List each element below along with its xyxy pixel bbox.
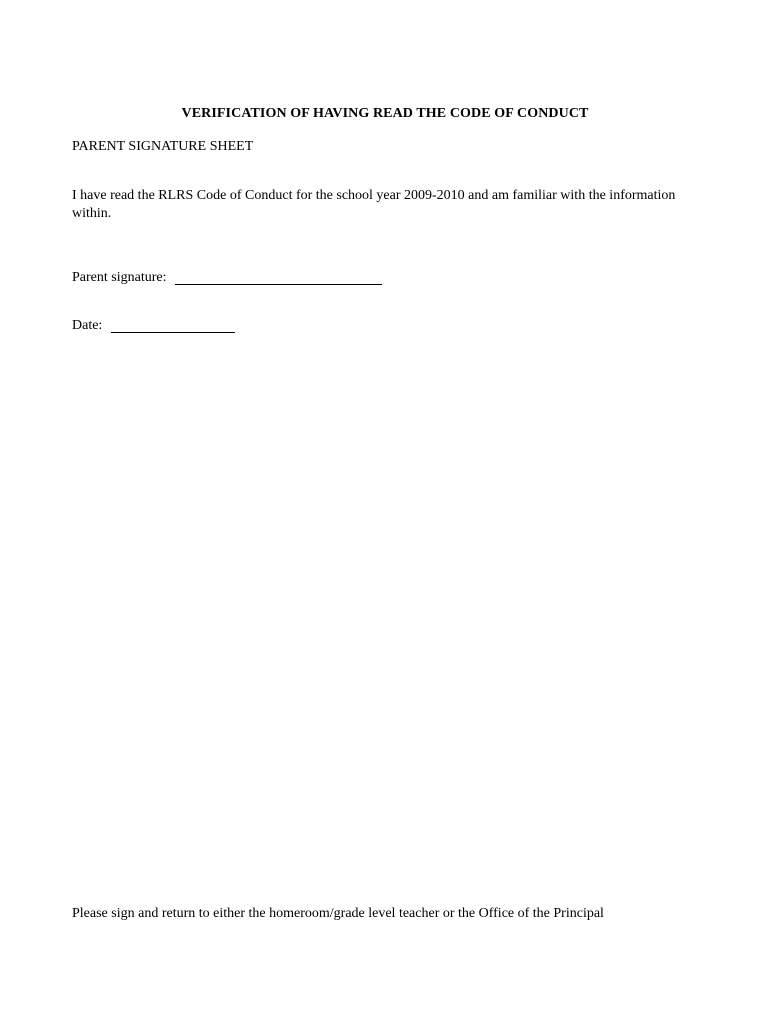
- date-label: Date:: [72, 318, 103, 333]
- parent-signature-field: [72, 269, 382, 287]
- acknowledgement-statement: I have read the RLRS Code of Conduct for the school year 2009-2010 and am familiar with the information within.: [72, 188, 676, 221]
- document-title: VERIFICATION OF HAVING READ THE CODE OF CONDUCT: [181, 106, 589, 121]
- document-subtitle: PARENT SIGNATURE SHEET: [72, 139, 254, 154]
- date-field: [72, 317, 235, 335]
- parent-signature-label: Parent signature:: [72, 270, 167, 285]
- parent-signature-line[interactable]: [175, 270, 382, 285]
- return-instructions: Please sign and return to either the homeroom/grade level teacher or the Office of the Principal: [72, 906, 604, 921]
- date-line[interactable]: [111, 318, 235, 333]
